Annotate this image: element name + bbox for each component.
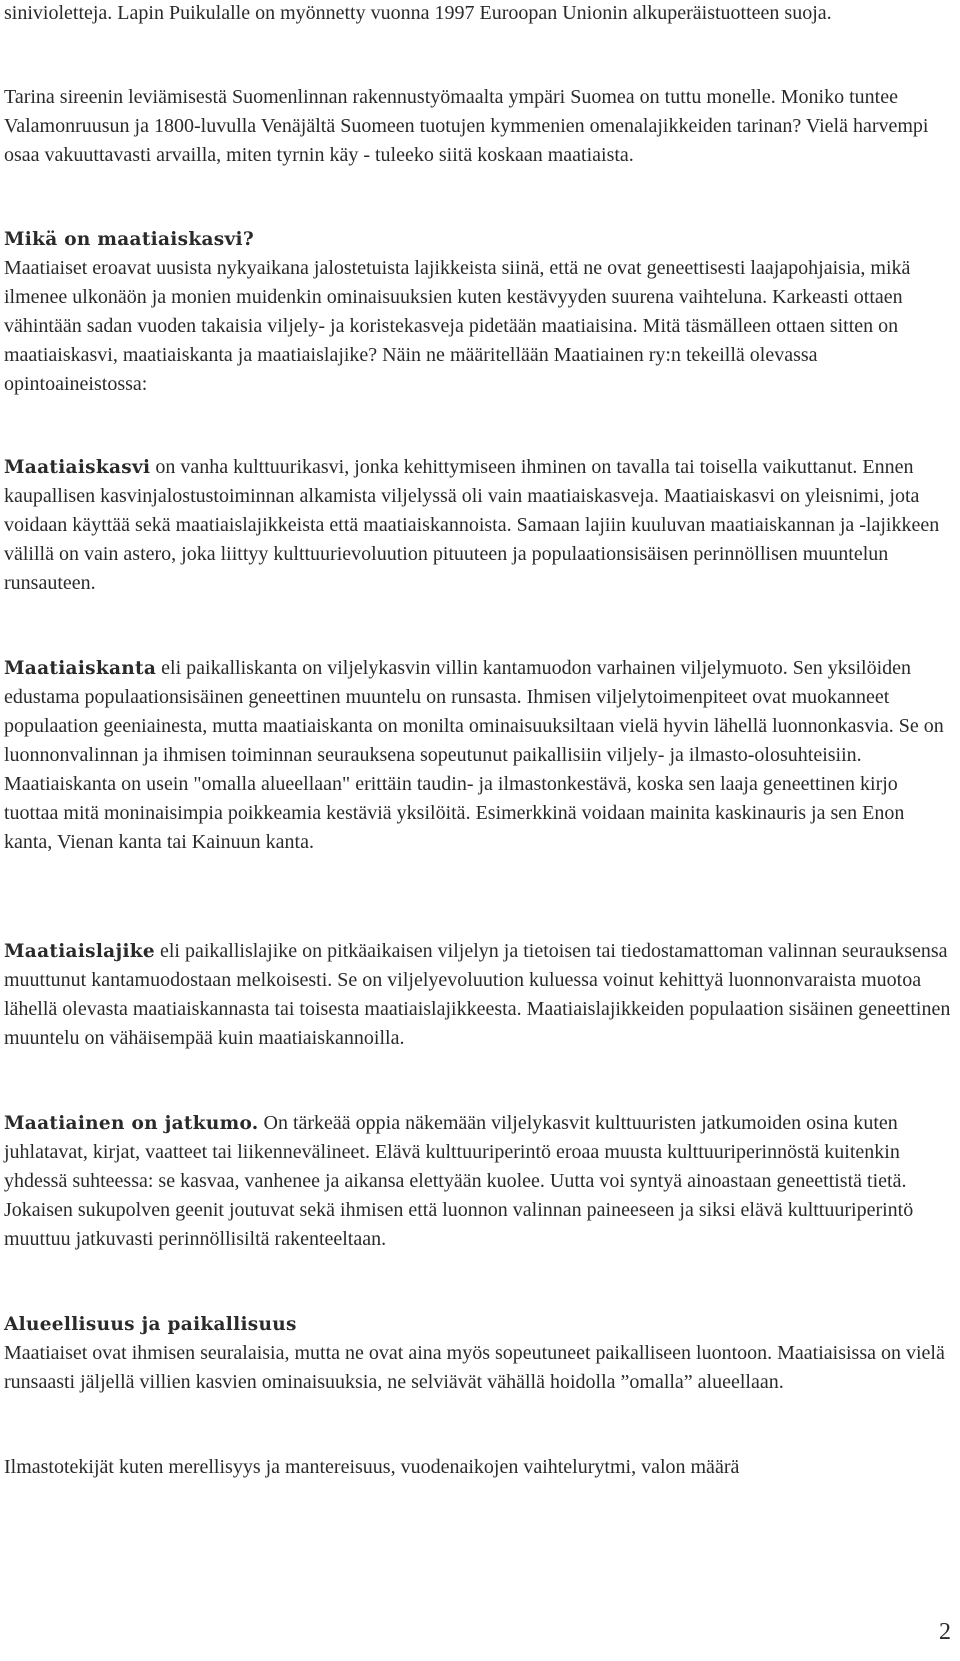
definition-body: eli paikallislajike on pitkäaikaisen viljelyn ja tietoisen tai tiedostamattoman valinnan seurauksensa muuttunut kantamuodostaan melkoisesti. Se on viljelyevoluution kuluessa voinut kehittyä luonnonvaraista muotoa lähellä olevasta maatiaiskannasta tai toisesta maatiaislajikkeesta. Maatiaislajikkeiden populaation sisäinen geneettinen muuntelu on vähäisempää kuin maatiaiskannoilla. <box>4 940 951 1049</box>
definition-maatiaiskasvi <box>4 453 952 598</box>
definition-body: eli paikalliskanta on viljelykasvin villin kantamuodon varhainen viljelymuoto. Sen yksilöiden edustama populaationsisäinen geneettinen muuntelu on runsasta. Ihmisen viljelytoimenpiteet ovat muokanneet populaation geeniainesta, mutta maatiaiskanta on monilta ominaisuuksiltaan vielä hyvin lähellä luonnonkasvia. Se on luonnonvalinnan ja ihmisen toiminnan seurauksena sopeutunut paikallisiin viljely- ja ilmasto-olosuhteisiin. Maatiaiskanta on usein "omalla alueellaan" erittäin taudin- ja ilmastonkestävä, koska sen laaja geneettinen kirjo tuottaa mitä moninaisimpia poikkeamia kestäviä yksilöitä. Esimerkkinä voidaan mainita kaskinauris ja sen Enon kanta, Vienan kanta tai Kainuun kanta. <box>4 657 944 853</box>
definition-body: on vanha kulttuurikasvi, jonka kehittymiseen ihminen on tavalla tai toisella vaikuttanut. Ennen kaupallisen kasvinjalostustoiminnan alkamista viljelyssä oli vain maatiaiskasveja. Maatiaiskasvi on yleisnimi, jota voidaan käyttää sekä maatiaislajikkeista että maatiaiskannoista. Samaan lajiin kuuluvan maatiaiskannan ja -lajikkeen välillä on vain astero, joka liittyy kulttuurievoluution pituuteen ja populaationsisäisen perinnöllisen muuntelun runsauteen. <box>4 456 940 594</box>
section-heading: Alueellisuus ja paikallisuus <box>4 1314 297 1335</box>
intro-paragraph: Tarina sireenin leviämisestä Suomenlinnan rakennustyömaalta ympäri Suomea on tuttu monelle. Moniko tuntee Valamonruusun ja 1800-luvulla Venäjältä Suomeen tuotujen kymmenien omenalajikkeiden tarinan? Vielä harvempi osaa vakuuttavasti arvailla, miten tyrnin käy - tuleeko siitä koskaan maatiaista. <box>4 86 929 166</box>
intro-continuation: sinivioletteja. Lapin Puikulalle on myönnetty vuonna 1997 Euroopan Unionin alkuperäistuotteen suoja. <box>4 2 832 24</box>
section-body: Maatiaiset eroavat uusista nykyaikana jalostetuista lajikkeista siinä, että ne ovat geneettisesti laajapohjaisia, mikä ilmenee ulkonäön ja monien muidenkin ominaisuuksien kuten kestävyyden suurena vaihteluna. Karkeasti ottaen vähintään sadan vuoden takaisia viljely- ja koristekasveja pidetään maatiaisina. Mitä täsmälleen ottaen sitten on maatiaiskasvi, maatiaiskanta ja maatiaislajike? Näin ne määritellään Maatiainen ry:n tekeillä olevassa opintoaineistossa: <box>4 257 911 395</box>
page-number: 2 <box>939 1619 951 1645</box>
definition-term: Maatiaislajike <box>4 941 155 962</box>
definition-term: Maatiaiskanta <box>4 658 157 679</box>
section-maatiaiskasvi <box>4 225 952 399</box>
section-body: On tärkeää oppia näkemään viljelykasvit kulttuuristen jatkumoiden osina kuten juhlatavat, kirjat, vaatteet tai liikennevälineet. Elävä kulttuuriperintö eroaa muusta kulttuuriperinnöstä kuitenkin yhdessä suhteessa: se kasvaa, vanhenee ja aikansa elettyään kuolee. Uutta voi syntyä ainoastaan geneettistä tietä. Jokaisen sukupolven geenit joutuvat sekä ihmisen että luonnon valinnan paineeseen ja siksi elävä kulttuuriperintö muuttuu jatkuvasti perinnöllisiltä rakenteeltaan. <box>4 1112 914 1250</box>
section-alueellisuus <box>4 1310 952 1397</box>
definition-term: Maatiaiskasvi <box>4 457 151 478</box>
section-term: Maatiainen on jatkumo. <box>4 1113 259 1134</box>
definition-maatiaiskanta <box>4 654 952 857</box>
closing-line: Ilmastotekijät kuten merellisyys ja mantereisuus, vuodenaikojen vaihtelurytmi, valon määrä <box>4 1456 740 1478</box>
section-jatkumo <box>4 1109 952 1254</box>
section-heading: Mikä on maatiaiskasvi? <box>4 229 254 250</box>
section-body: Maatiaiset ovat ihmisen seuralaisia, mutta ne ovat aina myös sopeutuneet paikalliseen luontoon. Maatiaisissa on vielä runsaasti jäljellä villien kasvien ominaisuuksia, ne selviävät vähällä hoidolla ”omalla” alueellaan. <box>4 1342 945 1393</box>
definition-maatiaislajike <box>4 937 952 1053</box>
